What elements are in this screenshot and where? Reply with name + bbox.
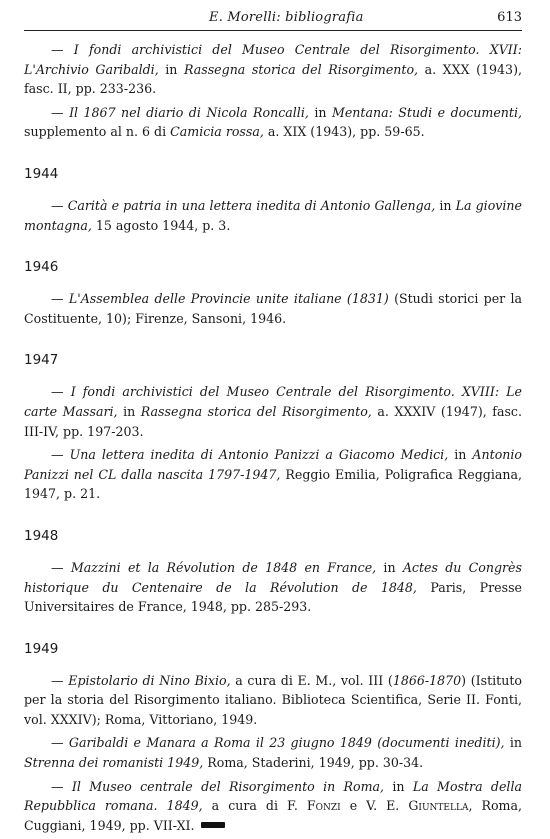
entry-text: 15 agosto 1944, p. 3.	[91, 217, 231, 233]
entry-title-italic: I fondi archivistici del Museo Centrale del Risorgimento. XVIII: Le carte Massari,	[24, 384, 522, 419]
entry-title-italic: Rassegna storica del Risorgimento,	[140, 403, 372, 419]
year-heading: 1944	[24, 165, 59, 182]
bibliography-entry	[24, 671, 522, 730]
entry-text: Roma, Staderini, 1949, pp. 30-34.	[203, 755, 424, 771]
year-section	[24, 350, 522, 504]
entry-text: —	[51, 447, 70, 463]
entry-title-italic: La giovine montagna,	[24, 197, 522, 233]
year-heading: 1949	[24, 640, 59, 657]
entry-text: ) (Istituto per la storia del Risorgimento italiano. Biblioteca Scientifica, Serie II. Fonti, vol. XXXIV); Roma, Vittoriano, 1949.	[24, 672, 522, 727]
entry-title-italic: L'Assemblea delle Provincie unite italiane (1831)	[68, 291, 389, 307]
year-section	[24, 526, 522, 617]
entry-title-italic: Epistolario di Nino Bixio,	[68, 672, 231, 688]
entry-text: a cura di F.	[202, 798, 307, 814]
entry-text: —	[51, 291, 69, 307]
entry-title-italic: Rassegna storica del Risorgimento,	[183, 61, 419, 77]
entry-text: —	[51, 42, 74, 57]
entry-text: in	[384, 778, 413, 794]
entry-title-italic: Strenna dei romanisti 1949,	[24, 755, 204, 771]
bibliography-entry	[24, 733, 522, 772]
entry-title-italic: Il Museo centrale del Risorgimento in Roma,	[71, 778, 385, 794]
entry-text: e V. E.	[340, 798, 409, 814]
entry-text: —	[51, 735, 69, 751]
running-head	[24, 8, 522, 31]
entry-text: in	[376, 559, 403, 575]
bibliography-body	[24, 40, 522, 839]
bibliography-entry	[24, 558, 522, 617]
entry-text: —	[51, 384, 71, 400]
bibliography-entry	[24, 40, 522, 99]
entry-text: in	[504, 735, 522, 751]
entry-title-italic: 1866-1870	[392, 672, 462, 688]
author-name: Fonzi	[306, 798, 341, 814]
page-number: 613	[497, 10, 522, 25]
year-section	[24, 639, 522, 836]
entry-text: —	[51, 104, 70, 120]
year-section	[24, 164, 522, 235]
entry-title-italic: Garibaldi e Manara a Roma il 23 giugno 1849 (documenti inediti),	[68, 735, 505, 751]
bibliography-entry	[24, 103, 522, 142]
entry-text: a. XIX (1943), pp. 59-65.	[263, 124, 425, 140]
running-title: E. Morelli: bibliografia	[209, 10, 364, 25]
entry-text: in	[435, 197, 456, 213]
year-section	[24, 40, 522, 142]
entry-title-italic: Antonio Panizzi nel CL dalla nascita 1797-1947,	[24, 447, 522, 482]
year-section	[24, 257, 522, 328]
entry-text: in	[448, 447, 473, 463]
bibliography-entry	[24, 196, 522, 235]
entry-text: a. XXXIV (1947), fasc. III-IV, pp. 197-203.	[24, 403, 522, 439]
entry-text: —	[51, 672, 69, 688]
entry-text: —	[51, 778, 72, 794]
entry-title-italic: La Mostra della Repubblica romana. 1849,	[24, 778, 522, 814]
entry-text: supplemento al n. 6 di	[24, 124, 171, 140]
entry-title-italic: Il 1867 nel diario di Nicola Roncalli,	[69, 104, 309, 120]
entry-text: Reggio Emilia, Poligrafica Reggiana, 1947, p. 21.	[24, 466, 523, 502]
bibliography-entry	[24, 382, 522, 441]
entry-text: , Roma, Cuggiani, 1949, pp. VII-XI.	[24, 798, 523, 833]
bibliography-entry	[24, 445, 522, 504]
entry-title-italic: Carità e patria in una lettera inedita di Antonio Gallenga,	[67, 197, 436, 213]
entry-text: in	[308, 104, 332, 120]
year-heading: 1948	[24, 527, 59, 544]
entry-title-italic: I fondi archivistici del Museo Centrale del Risorgimento. XVII: L'Archivio Garibaldi,	[24, 42, 522, 77]
entry-title-italic: Mazzini et la Révolution de 1848 en France,	[70, 559, 377, 575]
entry-title-italic: Mentana: Studi e documenti,	[331, 104, 522, 120]
author-name: Giuntella	[408, 798, 469, 814]
entry-text: —	[51, 559, 71, 575]
year-heading: 1947	[24, 352, 59, 369]
entry-text: a. XXX (1943), fasc. II, pp. 233-236.	[24, 61, 522, 97]
entry-text: Paris, Presse Universitaires de France, 1948, pp. 285-293.	[24, 579, 523, 615]
entry-text: a cura di E. M., vol. III (	[230, 672, 393, 688]
entry-title-italic: Una lettera inedita di Antonio Panizzi a Giacomo Medici,	[69, 447, 449, 463]
entry-title-italic: Actes du Congrès historique du Centenaire de la Révolution de 1848,	[24, 559, 522, 595]
entry-title-italic: Camicia rossa,	[170, 124, 264, 140]
entry-text: in	[117, 403, 141, 419]
year-heading: 1946	[24, 259, 59, 276]
entry-text: (Studi storici per la Costituente, 10); Firenze, Sansoni, 1946.	[24, 291, 522, 326]
entry-text: —	[51, 197, 68, 213]
entry-text: in	[158, 61, 184, 77]
bibliography-entry	[24, 289, 522, 328]
